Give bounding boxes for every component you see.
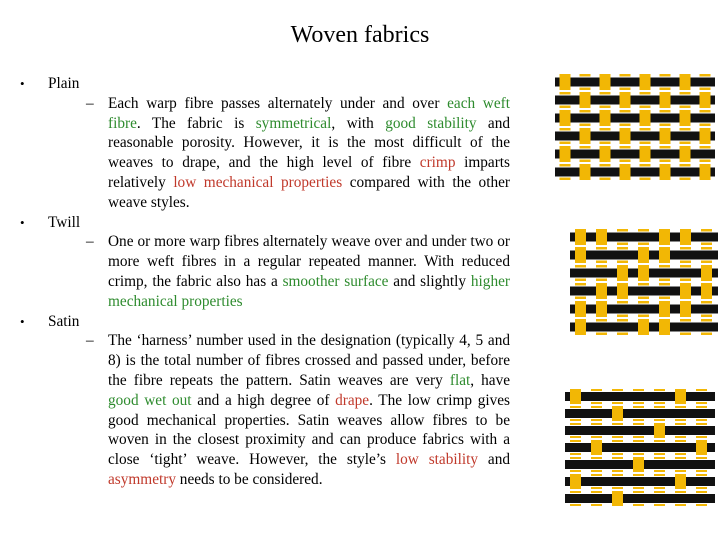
warp-yarn-gap <box>620 110 631 113</box>
warp-yarn-over <box>570 389 581 404</box>
weft-yarn <box>570 305 718 314</box>
warp-yarn-gap <box>617 247 628 250</box>
warp-yarn-over <box>700 92 711 108</box>
warp-yarn-gap <box>675 453 686 455</box>
twill-weave-diagram <box>570 228 718 338</box>
warp-yarn-over <box>654 423 665 438</box>
warp-yarn-gap <box>700 88 711 91</box>
warp-yarn-gap <box>654 474 665 476</box>
warp-yarn-gap <box>696 474 707 476</box>
warp-yarn-gap <box>596 279 607 282</box>
weft-yarn <box>565 426 715 435</box>
satin-weave-diagram <box>565 388 715 508</box>
warp-yarn-over <box>675 389 686 404</box>
sub-bullet-text <box>48 232 510 311</box>
warp-yarn-gap <box>680 164 691 167</box>
warp-yarn-gap <box>596 333 607 336</box>
warp-yarn-over <box>600 74 611 90</box>
warp-yarn-over <box>675 474 686 489</box>
warp-yarn-gap <box>612 457 623 459</box>
warp-yarn-gap <box>596 247 607 250</box>
warp-yarn-gap <box>633 504 644 506</box>
weft-yarn <box>565 494 715 503</box>
warp-yarn-gap <box>660 74 671 77</box>
warp-yarn-over <box>680 110 691 126</box>
weft-yarn <box>555 132 715 141</box>
warp-yarn-gap <box>675 406 686 408</box>
weft-yarn <box>565 477 715 486</box>
warp-yarn-over <box>620 128 631 144</box>
plain-weave-diagram <box>555 73 715 183</box>
warp-yarn-over <box>638 319 649 335</box>
warp-yarn-gap <box>580 160 591 163</box>
warp-yarn-gap <box>701 243 712 246</box>
weft-yarn <box>570 287 718 296</box>
warp-yarn-over <box>701 283 712 299</box>
warp-yarn-over <box>659 301 670 317</box>
text-segment: The ‘harness’ number used in the designation (typically 4, 5 and 8) is the total number of fibres crossed and passed under, before the fibre repeats the pattern. Satin weaves are very <box>108 332 510 389</box>
warp-yarn-gap <box>612 470 623 472</box>
bullet-list <box>20 74 510 490</box>
warp-yarn-gap <box>660 110 671 113</box>
warp-yarn-gap <box>591 389 602 391</box>
highlighted-text: higher mechanical properties <box>108 272 510 310</box>
dash-marker: – <box>86 233 94 251</box>
warp-yarn-gap <box>675 436 686 438</box>
warp-yarn-gap <box>612 474 623 476</box>
warp-yarn-gap <box>612 453 623 455</box>
warp-yarn-gap <box>696 406 707 408</box>
warp-yarn-gap <box>654 453 665 455</box>
warp-yarn-gap <box>575 265 586 268</box>
warp-yarn-gap <box>680 333 691 336</box>
warp-yarn-gap <box>701 315 712 318</box>
bullet-heading: Twill <box>48 213 81 231</box>
warp-yarn-over <box>600 146 611 162</box>
warp-yarn-gap <box>600 142 611 145</box>
warp-yarn-gap <box>617 333 628 336</box>
warp-yarn-gap <box>633 389 644 391</box>
highlighted-text: asymmetry <box>108 470 176 488</box>
warp-yarn-gap <box>591 491 602 493</box>
warp-yarn-gap <box>696 470 707 472</box>
warp-yarn-gap <box>591 470 602 472</box>
warp-yarn-over <box>620 92 631 108</box>
warp-yarn-gap <box>633 402 644 404</box>
highlighted-text: good wet out <box>108 391 192 409</box>
warp-yarn-over <box>640 74 651 90</box>
warp-yarn-over <box>560 74 571 90</box>
warp-yarn-gap <box>575 283 586 286</box>
warp-yarn-gap <box>612 487 623 489</box>
warp-yarn-gap <box>570 423 581 425</box>
warp-yarn-gap <box>675 491 686 493</box>
weft-yarn <box>555 96 715 105</box>
warp-yarn-gap <box>659 279 670 282</box>
warp-yarn-gap <box>638 283 649 286</box>
warp-yarn-over <box>575 319 586 335</box>
warp-yarn-gap <box>701 319 712 322</box>
warp-yarn-gap <box>701 247 712 250</box>
warp-yarn-gap <box>696 491 707 493</box>
warp-yarn-gap <box>591 419 602 421</box>
warp-yarn-over <box>680 301 691 317</box>
warp-yarn-over <box>659 319 670 335</box>
warp-yarn-gap <box>620 74 631 77</box>
warp-yarn-gap <box>660 160 671 163</box>
warp-yarn-over <box>560 110 571 126</box>
warp-yarn-gap <box>620 124 631 127</box>
warp-yarn-gap <box>633 423 644 425</box>
warp-yarn-gap <box>675 504 686 506</box>
warp-yarn-gap <box>620 160 631 163</box>
text-segment: compared with the other weave styles. <box>108 173 510 211</box>
warp-yarn-gap <box>675 419 686 421</box>
sub-bullet-text <box>48 331 510 489</box>
warp-yarn-gap <box>600 106 611 109</box>
warp-yarn-gap <box>638 229 649 232</box>
warp-yarn-gap <box>570 436 581 438</box>
warp-yarn-gap <box>617 243 628 246</box>
text-segment: . The low crimp gives good mechanical properties. Satin weaves allow fibres to be woven in the closest proximity and can produce fabrics with a close ‘tight’ weave. However, the style’s <box>108 391 510 469</box>
warp-yarn-gap <box>633 436 644 438</box>
warp-yarn-gap <box>580 74 591 77</box>
warp-yarn-over <box>617 265 628 281</box>
warp-yarn-over <box>659 247 670 263</box>
warp-yarn-gap <box>591 487 602 489</box>
warp-yarn-over <box>640 110 651 126</box>
warp-yarn-gap <box>633 453 644 455</box>
highlighted-text: low stability <box>395 451 479 469</box>
warp-yarn-gap <box>620 88 631 91</box>
warp-yarn-gap <box>600 128 611 131</box>
weft-yarn <box>555 78 715 87</box>
warp-yarn-gap <box>591 436 602 438</box>
warp-yarn-gap <box>633 440 644 442</box>
warp-yarn-gap <box>638 301 649 304</box>
warp-yarn-over <box>660 164 671 180</box>
warp-yarn-over <box>659 229 670 245</box>
warp-yarn-gap <box>640 128 651 131</box>
warp-yarn-gap <box>700 110 711 113</box>
warp-yarn-gap <box>640 164 651 167</box>
warp-yarn-gap <box>680 92 691 95</box>
warp-yarn-gap <box>570 419 581 421</box>
warp-yarn-gap <box>570 470 581 472</box>
warp-yarn-gap <box>570 491 581 493</box>
warp-yarn-gap <box>675 470 686 472</box>
warp-yarn-over <box>620 164 631 180</box>
warp-yarn-gap <box>696 436 707 438</box>
warp-yarn-over <box>696 440 707 455</box>
warp-yarn-gap <box>612 402 623 404</box>
bullet-heading: Plain <box>48 75 80 92</box>
warp-yarn-gap <box>570 440 581 442</box>
warp-yarn-gap <box>633 419 644 421</box>
warp-yarn-over <box>617 283 628 299</box>
warp-yarn-gap <box>696 504 707 506</box>
dash-marker: – <box>86 94 94 112</box>
warp-yarn-over <box>660 128 671 144</box>
warp-yarn-gap <box>654 491 665 493</box>
text-segment: and slightly <box>388 272 471 290</box>
warp-yarn-over <box>560 146 571 162</box>
warp-yarn-gap <box>612 440 623 442</box>
warp-yarn-gap <box>612 436 623 438</box>
sub-bullet-text <box>48 94 510 213</box>
warp-yarn-gap <box>680 265 691 268</box>
warp-yarn-gap <box>675 457 686 459</box>
weft-yarn <box>555 114 715 123</box>
warp-yarn-gap <box>612 389 623 391</box>
warp-yarn-over <box>596 301 607 317</box>
text-segment: and a high degree of <box>191 391 336 409</box>
warp-yarn-gap <box>591 504 602 506</box>
warp-yarn-gap <box>596 265 607 268</box>
warp-yarn-gap <box>680 247 691 250</box>
warp-yarn-gap <box>633 474 644 476</box>
warp-yarn-gap <box>700 74 711 77</box>
warp-yarn-gap <box>617 315 628 318</box>
warp-yarn-gap <box>580 146 591 149</box>
warp-yarn-gap <box>680 279 691 282</box>
warp-yarn-gap <box>600 92 611 95</box>
warp-yarn-gap <box>633 491 644 493</box>
warp-yarn-gap <box>580 88 591 91</box>
weft-yarn <box>555 150 715 159</box>
warp-yarn-over <box>680 229 691 245</box>
warp-yarn-gap <box>701 229 712 232</box>
warp-yarn-gap <box>570 504 581 506</box>
warp-yarn-gap <box>560 142 571 145</box>
warp-yarn-gap <box>660 146 671 149</box>
warp-yarn-gap <box>696 419 707 421</box>
bullet-item-satin <box>20 312 510 490</box>
warp-yarn-over <box>638 265 649 281</box>
warp-yarn-over <box>633 457 644 472</box>
warp-yarn-over <box>580 92 591 108</box>
warp-yarn-gap <box>700 160 711 163</box>
text-segment: needs to be considered. <box>175 470 323 488</box>
highlighted-text: good stability <box>385 114 477 132</box>
warp-yarn-gap <box>654 406 665 408</box>
highlighted-text: low mechanical properties <box>173 173 343 191</box>
warp-yarn-gap <box>633 487 644 489</box>
text-segment: One or more warp fibres alternately weave over and under two or more weft fibres in a regular repeated manner. With reduced crimp, the fabric also has a <box>108 233 510 290</box>
highlighted-text: drape <box>335 391 370 409</box>
highlighted-text: crimp <box>419 154 456 172</box>
warp-yarn-over <box>575 229 586 245</box>
warp-yarn-gap <box>680 128 691 131</box>
warp-yarn-gap <box>617 261 628 264</box>
warp-yarn-gap <box>617 319 628 322</box>
warp-yarn-over <box>700 164 711 180</box>
warp-yarn-gap <box>660 124 671 127</box>
highlighted-text: smoother surface <box>282 272 389 290</box>
warp-yarn-gap <box>617 229 628 232</box>
bullet-item-plain <box>20 74 510 213</box>
warp-yarn-gap <box>591 457 602 459</box>
warp-yarn-gap <box>638 297 649 300</box>
warp-yarn-gap <box>570 453 581 455</box>
warp-yarn-gap <box>701 301 712 304</box>
highlighted-text: flat <box>449 371 471 389</box>
text-segment: Each warp fibre passes alternately under and over <box>108 94 448 112</box>
warp-yarn-over <box>596 283 607 299</box>
warp-yarn-over <box>640 146 651 162</box>
warp-yarn-gap <box>675 440 686 442</box>
text-segment: , with <box>331 114 386 132</box>
warp-yarn-gap <box>560 92 571 95</box>
page-title: Woven fabrics <box>290 22 430 48</box>
warp-yarn-gap <box>640 92 651 95</box>
warp-yarn-over <box>700 128 711 144</box>
warp-yarn-gap <box>640 106 651 109</box>
warp-yarn-gap <box>580 110 591 113</box>
text-segment: . The fabric is <box>136 114 256 132</box>
warp-yarn-gap <box>654 389 665 391</box>
warp-yarn-gap <box>696 457 707 459</box>
weft-yarn <box>570 233 718 242</box>
warp-yarn-gap <box>591 402 602 404</box>
warp-yarn-gap <box>696 389 707 391</box>
warp-yarn-gap <box>638 315 649 318</box>
warp-yarn-gap <box>700 124 711 127</box>
warp-yarn-gap <box>654 440 665 442</box>
warp-yarn-gap <box>701 261 712 264</box>
warp-yarn-gap <box>617 301 628 304</box>
warp-yarn-gap <box>638 243 649 246</box>
warp-yarn-over <box>575 301 586 317</box>
bullet-marker: • <box>20 214 25 230</box>
warp-yarn-over <box>680 283 691 299</box>
text-segment: , have <box>470 371 511 389</box>
text-segment: imparts relatively <box>108 154 510 191</box>
warp-yarn-gap <box>633 406 644 408</box>
warp-yarn-gap <box>659 283 670 286</box>
warp-yarn-gap <box>654 402 665 404</box>
bullet-heading: Satin <box>48 312 80 330</box>
weft-yarn <box>555 168 715 177</box>
warp-yarn-gap <box>640 142 651 145</box>
bullet-marker: • <box>20 76 25 91</box>
warp-yarn-over <box>600 110 611 126</box>
warp-yarn-gap <box>680 319 691 322</box>
warp-yarn-over <box>701 265 712 281</box>
warp-yarn-over <box>612 491 623 506</box>
warp-yarn-gap <box>591 423 602 425</box>
warp-yarn-gap <box>560 128 571 131</box>
warp-yarn-gap <box>612 423 623 425</box>
warp-yarn-gap <box>580 124 591 127</box>
warp-yarn-over <box>580 128 591 144</box>
warp-yarn-gap <box>591 474 602 476</box>
dash-marker: – <box>86 332 94 350</box>
warp-yarn-over <box>580 164 591 180</box>
warp-yarn-gap <box>680 106 691 109</box>
text-segment: and reasonable porosity. However, it is the most difficult of the weaves to drape, and the high level of fibre <box>108 114 510 172</box>
warp-yarn-gap <box>696 402 707 404</box>
warp-yarn-gap <box>575 279 586 282</box>
warp-yarn-over <box>680 146 691 162</box>
warp-yarn-gap <box>600 164 611 167</box>
warp-yarn-gap <box>660 88 671 91</box>
warp-yarn-gap <box>560 178 571 181</box>
warp-yarn-over <box>612 406 623 421</box>
warp-yarn-gap <box>591 406 602 408</box>
warp-yarn-gap <box>654 487 665 489</box>
warp-yarn-over <box>680 74 691 90</box>
warp-yarn-gap <box>596 319 607 322</box>
warp-yarn-gap <box>570 406 581 408</box>
bullet-item-twill <box>20 213 510 312</box>
warp-yarn-gap <box>680 178 691 181</box>
warp-yarn-gap <box>680 261 691 264</box>
warp-yarn-gap <box>575 297 586 300</box>
warp-yarn-gap <box>600 178 611 181</box>
warp-yarn-gap <box>560 106 571 109</box>
warp-yarn-over <box>591 440 602 455</box>
warp-yarn-gap <box>675 423 686 425</box>
warp-yarn-gap <box>680 142 691 145</box>
warp-yarn-gap <box>596 261 607 264</box>
weft-yarn <box>565 409 715 418</box>
warp-yarn-over <box>575 247 586 263</box>
warp-yarn-gap <box>701 333 712 336</box>
warp-yarn-gap <box>654 419 665 421</box>
warp-yarn-over <box>660 92 671 108</box>
text-segment: and <box>478 451 511 469</box>
warp-yarn-gap <box>696 487 707 489</box>
bullet-marker: • <box>20 313 25 329</box>
warp-yarn-gap <box>560 164 571 167</box>
warp-yarn-gap <box>696 423 707 425</box>
warp-yarn-gap <box>654 504 665 506</box>
warp-yarn-gap <box>700 146 711 149</box>
warp-yarn-gap <box>659 297 670 300</box>
warp-yarn-gap <box>570 457 581 459</box>
weft-yarn <box>565 392 715 401</box>
warp-yarn-gap <box>640 178 651 181</box>
warp-yarn-gap <box>654 457 665 459</box>
highlighted-text: each weft fibre <box>108 94 510 132</box>
warp-yarn-over <box>638 247 649 263</box>
warp-yarn-gap <box>620 146 631 149</box>
warp-yarn-over <box>596 229 607 245</box>
highlighted-text: symmetrical <box>255 114 332 132</box>
warp-yarn-gap <box>659 265 670 268</box>
warp-yarn-gap <box>654 470 665 472</box>
weft-yarn <box>565 443 715 452</box>
warp-yarn-over <box>570 474 581 489</box>
